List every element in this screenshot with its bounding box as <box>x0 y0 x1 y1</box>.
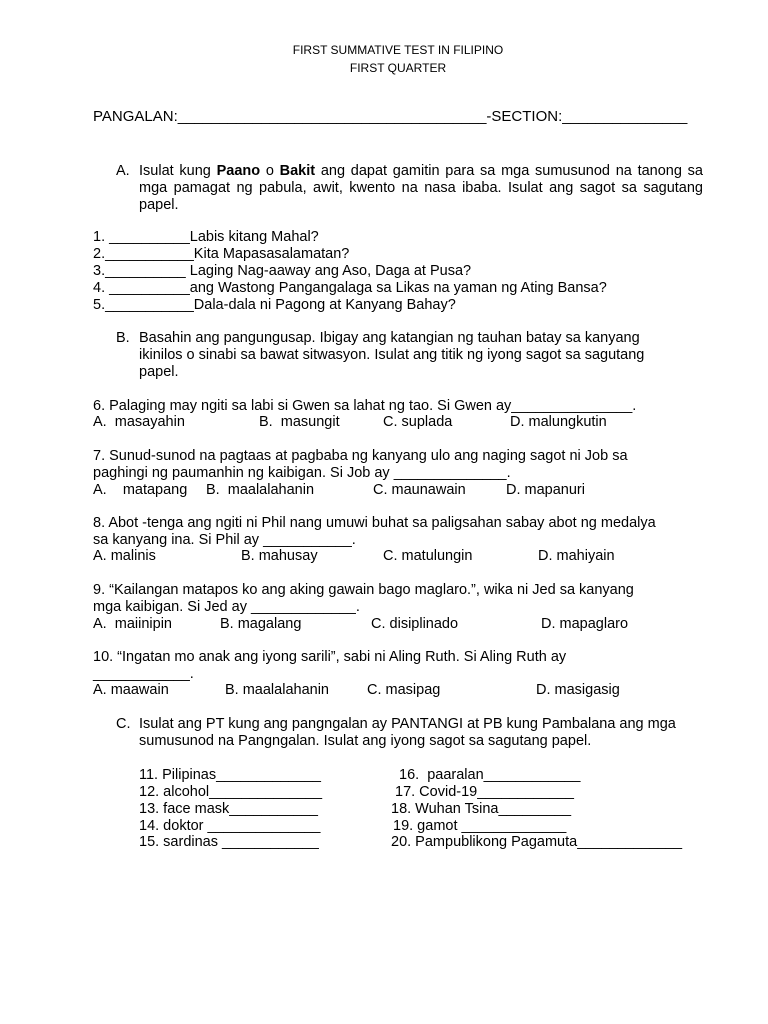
section-c-letter: C. <box>116 716 131 732</box>
choice-6d: D. malungkutin <box>510 414 607 430</box>
choice-8c: C. matulungin <box>383 548 473 564</box>
choice-8d: D. mahiyain <box>538 548 615 564</box>
name-blank: _____________________________________ <box>177 108 487 125</box>
section-a-text: o <box>260 163 280 179</box>
question-8-line-1: 8. Abot -tenga ang ngiti ni Phil nang umuwi buhat sa paligsahan sabay abot ng medalya <box>93 515 656 531</box>
choice-9b: B. magalang <box>220 616 302 632</box>
section-label: -SECTION: <box>486 108 563 125</box>
section-c-item-20: 20. Pampublikong Pagamuta_____________ <box>391 834 683 850</box>
question-9-line-1: 9. “Kailangan matapos ko ang aking gawain bago maglaro.”, wika ni Jed sa kanyang <box>93 582 634 598</box>
question-7-line-1: 7. Sunud-sunod na pagtaas at pagbaba ng kanyang ulo ang naging sagot ni Job sa <box>93 448 628 464</box>
section-c-item-13: 13. face mask___________ <box>139 801 318 817</box>
section-b-instructions: Basahin ang pangungusap. Ibigay ang katangian ng tauhan batay sa kanyang ikinilos o sinabi sa bawat sitwasyon. Isulat ang titik ng iyong sagot sa sagutang papel. <box>139 330 645 380</box>
section-a-item-3: 3.__________ Laging Nag-aaway ang Aso, Daga at Pusa? <box>93 263 472 279</box>
section-a-bold-paano: Paano <box>216 163 261 179</box>
section-c-item-16: 16. paaralan____________ <box>399 767 581 783</box>
choice-9a: A. maiinipin <box>93 616 172 632</box>
section-a-bold-bakit: Bakit <box>279 163 316 179</box>
section-c-item-18: 18. Wuhan Tsina_________ <box>391 801 572 817</box>
choice-6b: B. masungit <box>259 414 340 430</box>
section-c-item-17: 17. Covid-19____________ <box>395 784 574 800</box>
section-b-letter: B. <box>116 330 130 346</box>
section-c-item-11: 11. Pilipinas_____________ <box>139 767 321 783</box>
question-10-line-2: ____________. <box>93 666 194 682</box>
choice-7d: D. mapanuri <box>506 482 585 498</box>
section-c-item-15: 15. sardinas ____________ <box>139 834 319 850</box>
section-c-instructions: Isulat ang PT kung ang pangngalan ay PANTANGI at PB kung Pambalana ang mga sumusunod na Pangngalan. Isulat ang iyong sagot sa sagutang papel. <box>139 716 676 749</box>
section-c-item-12: 12. alcohol______________ <box>139 784 323 800</box>
choice-6a: A. masayahin <box>93 414 185 430</box>
section-a-instructions <box>139 163 703 214</box>
document-subtitle: FIRST QUARTER <box>349 61 447 75</box>
student-info-line <box>93 108 687 125</box>
choice-7c: C. maunawain <box>373 482 466 498</box>
choice-9d: D. mapaglaro <box>541 616 629 632</box>
choice-10d: D. masigasig <box>536 682 620 698</box>
section-a-text: ang dapat gamitin para sa mga sumusunod na tanong sa mga pamagat ng pabula, awit, kwento na nasa ibaba. Isulat ang sagot sa sagutang papel. <box>139 163 703 213</box>
question-7-line-2: paghingi ng paumanhin ng kaibigan. Si Job ay ______________. <box>93 465 511 481</box>
section-c-item-14: 14. doktor ______________ <box>139 818 321 834</box>
section-a-letter: A. <box>116 163 130 179</box>
question-6: 6. Palaging may ngiti sa labi si Gwen sa lahat ng tao. Si Gwen ay_______________. <box>93 398 637 414</box>
choice-7b: B. maalalahanin <box>206 482 315 498</box>
question-10-line-1: 10. “Ingatan mo anak ang iyong sarili”, sabi ni Aling Ruth. Si Aling Ruth ay <box>93 649 567 665</box>
question-9-line-2: mga kaibigan. Si Jed ay _____________. <box>93 599 360 615</box>
choice-10b: B. maalalahanin <box>225 682 329 698</box>
section-a-text: Isulat kung <box>139 163 217 179</box>
section-blank: _______________ <box>562 108 688 125</box>
choice-10c: C. masipag <box>367 682 441 698</box>
section-c-item-19: 19. gamot _____________ <box>393 818 567 834</box>
name-label: PANGALAN: <box>93 108 178 125</box>
document-title: FIRST SUMMATIVE TEST IN FILIPINO <box>292 43 504 57</box>
choice-9c: C. disiplinado <box>371 616 459 632</box>
question-8-line-2: sa kanyang ina. Si Phil ay ___________. <box>93 532 356 548</box>
choice-7a: A. matapang <box>93 482 188 498</box>
choice-8a: A. malinis <box>93 548 156 564</box>
section-a-item-1: 1. __________Labis kitang Mahal? <box>93 229 319 245</box>
choice-8b: B. mahusay <box>241 548 318 564</box>
choice-6c: C. suplada <box>383 414 453 430</box>
choice-10a: A. maawain <box>93 682 169 698</box>
section-a-item-2: 2.___________Kita Mapasasalamatan? <box>93 246 350 262</box>
section-a-item-4: 4. __________ang Wastong Pangangalaga sa Likas na yaman ng Ating Bansa? <box>93 280 607 296</box>
section-a-item-5: 5.___________Dala-dala ni Pagong at Kanyang Bahay? <box>93 297 456 313</box>
